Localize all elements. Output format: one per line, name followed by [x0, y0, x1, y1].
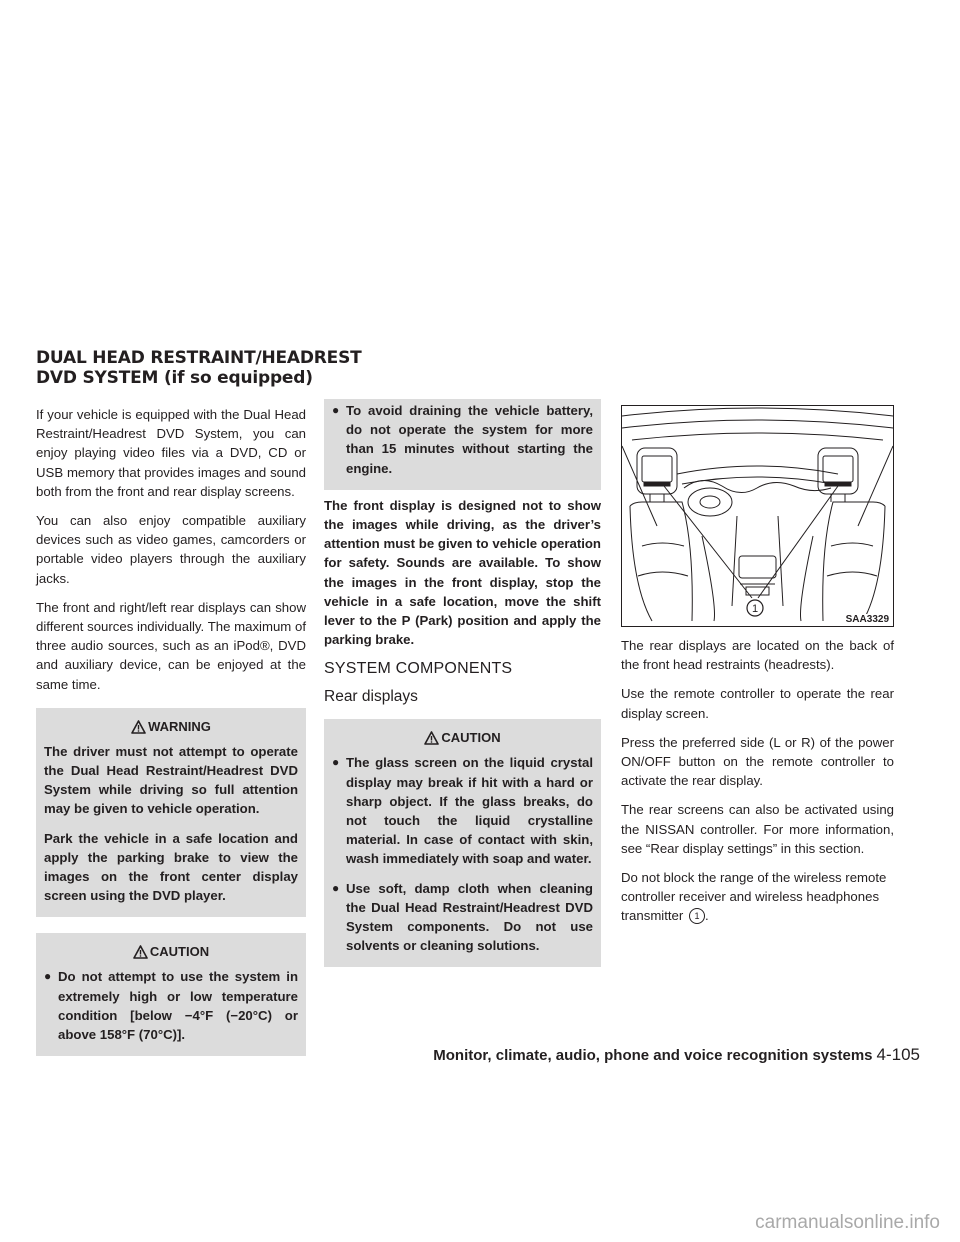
caution-box-2 — [324, 719, 601, 967]
front-display-paragraph: The front display is designed not to show the images while driving, as the driver’s attention must be given to vehicle operation for safety. Sounds are available. To show the images in the front display, stop the vehicle in a safe location, move the shift lever to the P (Park) position and apply the parking brake. — [324, 497, 601, 648]
page-footer — [340, 1045, 920, 1065]
bullet-icon: ● — [44, 969, 52, 984]
callout-icon: 1 — [689, 908, 705, 924]
rear-displays-illustration — [621, 405, 894, 627]
auxiliary-paragraph: You can also enjoy compatible auxiliary devices such as video games, camcorders or portable video players through the auxiliary jacks. — [36, 513, 306, 586]
caution-heading — [44, 943, 298, 961]
warning-heading-text: WARNING — [148, 718, 211, 734]
caution-continued-box — [324, 399, 601, 490]
column-1 — [36, 405, 306, 1056]
section-title-line2: DVD SYSTEM (if so equipped) — [36, 368, 313, 388]
caution-icon — [424, 731, 439, 745]
figure-code: SAA3329 — [845, 614, 889, 625]
caution-bullet — [44, 967, 298, 1044]
wireless-range-end: . — [704, 908, 709, 924]
bullet-icon: ● — [332, 755, 340, 770]
warning-text-2: Park the vehicle in a safe location and apply the parking brake to view the images on the front center display screen using the DVD player. — [44, 830, 298, 904]
caution-bullet — [332, 401, 593, 478]
rear-displays-location: The rear displays are located on the back of the front head restraints (headrests). — [621, 638, 894, 673]
caution-heading — [332, 729, 593, 747]
watermark — [0, 1200, 960, 1242]
column-2 — [324, 405, 601, 967]
watermark-text: carmanualsonline.info — [755, 1212, 940, 1233]
system-components-heading: SYSTEM COMPONENTS — [324, 660, 513, 678]
caution-box-1 — [36, 933, 306, 1056]
warning-icon — [131, 720, 146, 734]
caution-heading-text: CAUTION — [441, 730, 501, 746]
column-3 — [621, 636, 894, 936]
warning-box — [36, 708, 306, 918]
caution-bullet — [332, 753, 593, 868]
caution-bullet-text: To avoid draining the vehicle battery, do not operate the system for more than 15 minutes without starting the engine. — [346, 403, 593, 476]
warning-heading — [44, 718, 298, 736]
power-button-paragraph: Press the preferred side (L or R) of the power ON/OFF button on the remote controller to activate the rear display. — [621, 734, 894, 789]
nissan-controller-paragraph: The rear screens can also be activated using the NISSAN controller. For more information, see “Rear display settings” in this section. — [621, 802, 894, 856]
bullet-icon: ● — [332, 403, 340, 417]
chapter-title: Monitor, climate, audio, phone and voice recognition systems — [433, 1047, 873, 1064]
callout-number: 1 — [751, 603, 759, 615]
warning-text-1: The driver must not attempt to operate the Dual Head Restraint/Headrest DVD System while driving so full attention may be given to vehicle operation. — [44, 743, 298, 817]
remote-control-paragraph: Use the remote controller to operate the rear display screen. — [621, 686, 894, 721]
caution-bullet-text: Do not attempt to use the system in extremely high or low temperature condition [below −4°F (−20°C) or above 158°F (70°C)]. — [58, 969, 298, 1043]
caution-icon — [133, 945, 148, 959]
wireless-range-paragraph — [621, 868, 894, 926]
page-number: 4-105 — [876, 1045, 920, 1064]
rear-displays-heading: Rear displays — [324, 688, 418, 706]
intro-paragraph: If your vehicle is equipped with the Dual Head Restraint/Headrest DVD System, you can enjoy playing video files via a DVD, CD or USB memory that provides images and sound both from the front and rear display screens. — [36, 407, 306, 499]
caution-bullet-text: Use soft, damp cloth when cleaning the Dual Head Restraint/Headrest DVD System components. Do not use solvents or cleaning solutions. — [346, 880, 593, 954]
section-title-line1: DUAL HEAD RESTRAINT/HEADREST — [36, 348, 362, 368]
vehicle-interior-drawing — [622, 406, 893, 626]
caution-bullet-text: The glass screen on the liquid crystal display may break if hit with a hard or sharp object. If the glass breaks, do not touch the liquid crystalline material. In case of contact with skin, wash immediately with soap and water. — [346, 755, 593, 867]
wireless-range-text: Do not block the range of the wireless remote controller receiver and wireless headphones transmitter — [621, 870, 887, 924]
bullet-icon: ● — [332, 880, 340, 895]
sources-paragraph: The front and right/left rear displays can show different sources individually. The maximum of three audio sources, such as an iPod®, DVD and auxiliary device, can be enjoyed at the same time. — [36, 599, 306, 692]
section-title — [36, 348, 362, 388]
caution-bullet — [332, 879, 593, 956]
caution-heading-text: CAUTION — [149, 944, 210, 960]
